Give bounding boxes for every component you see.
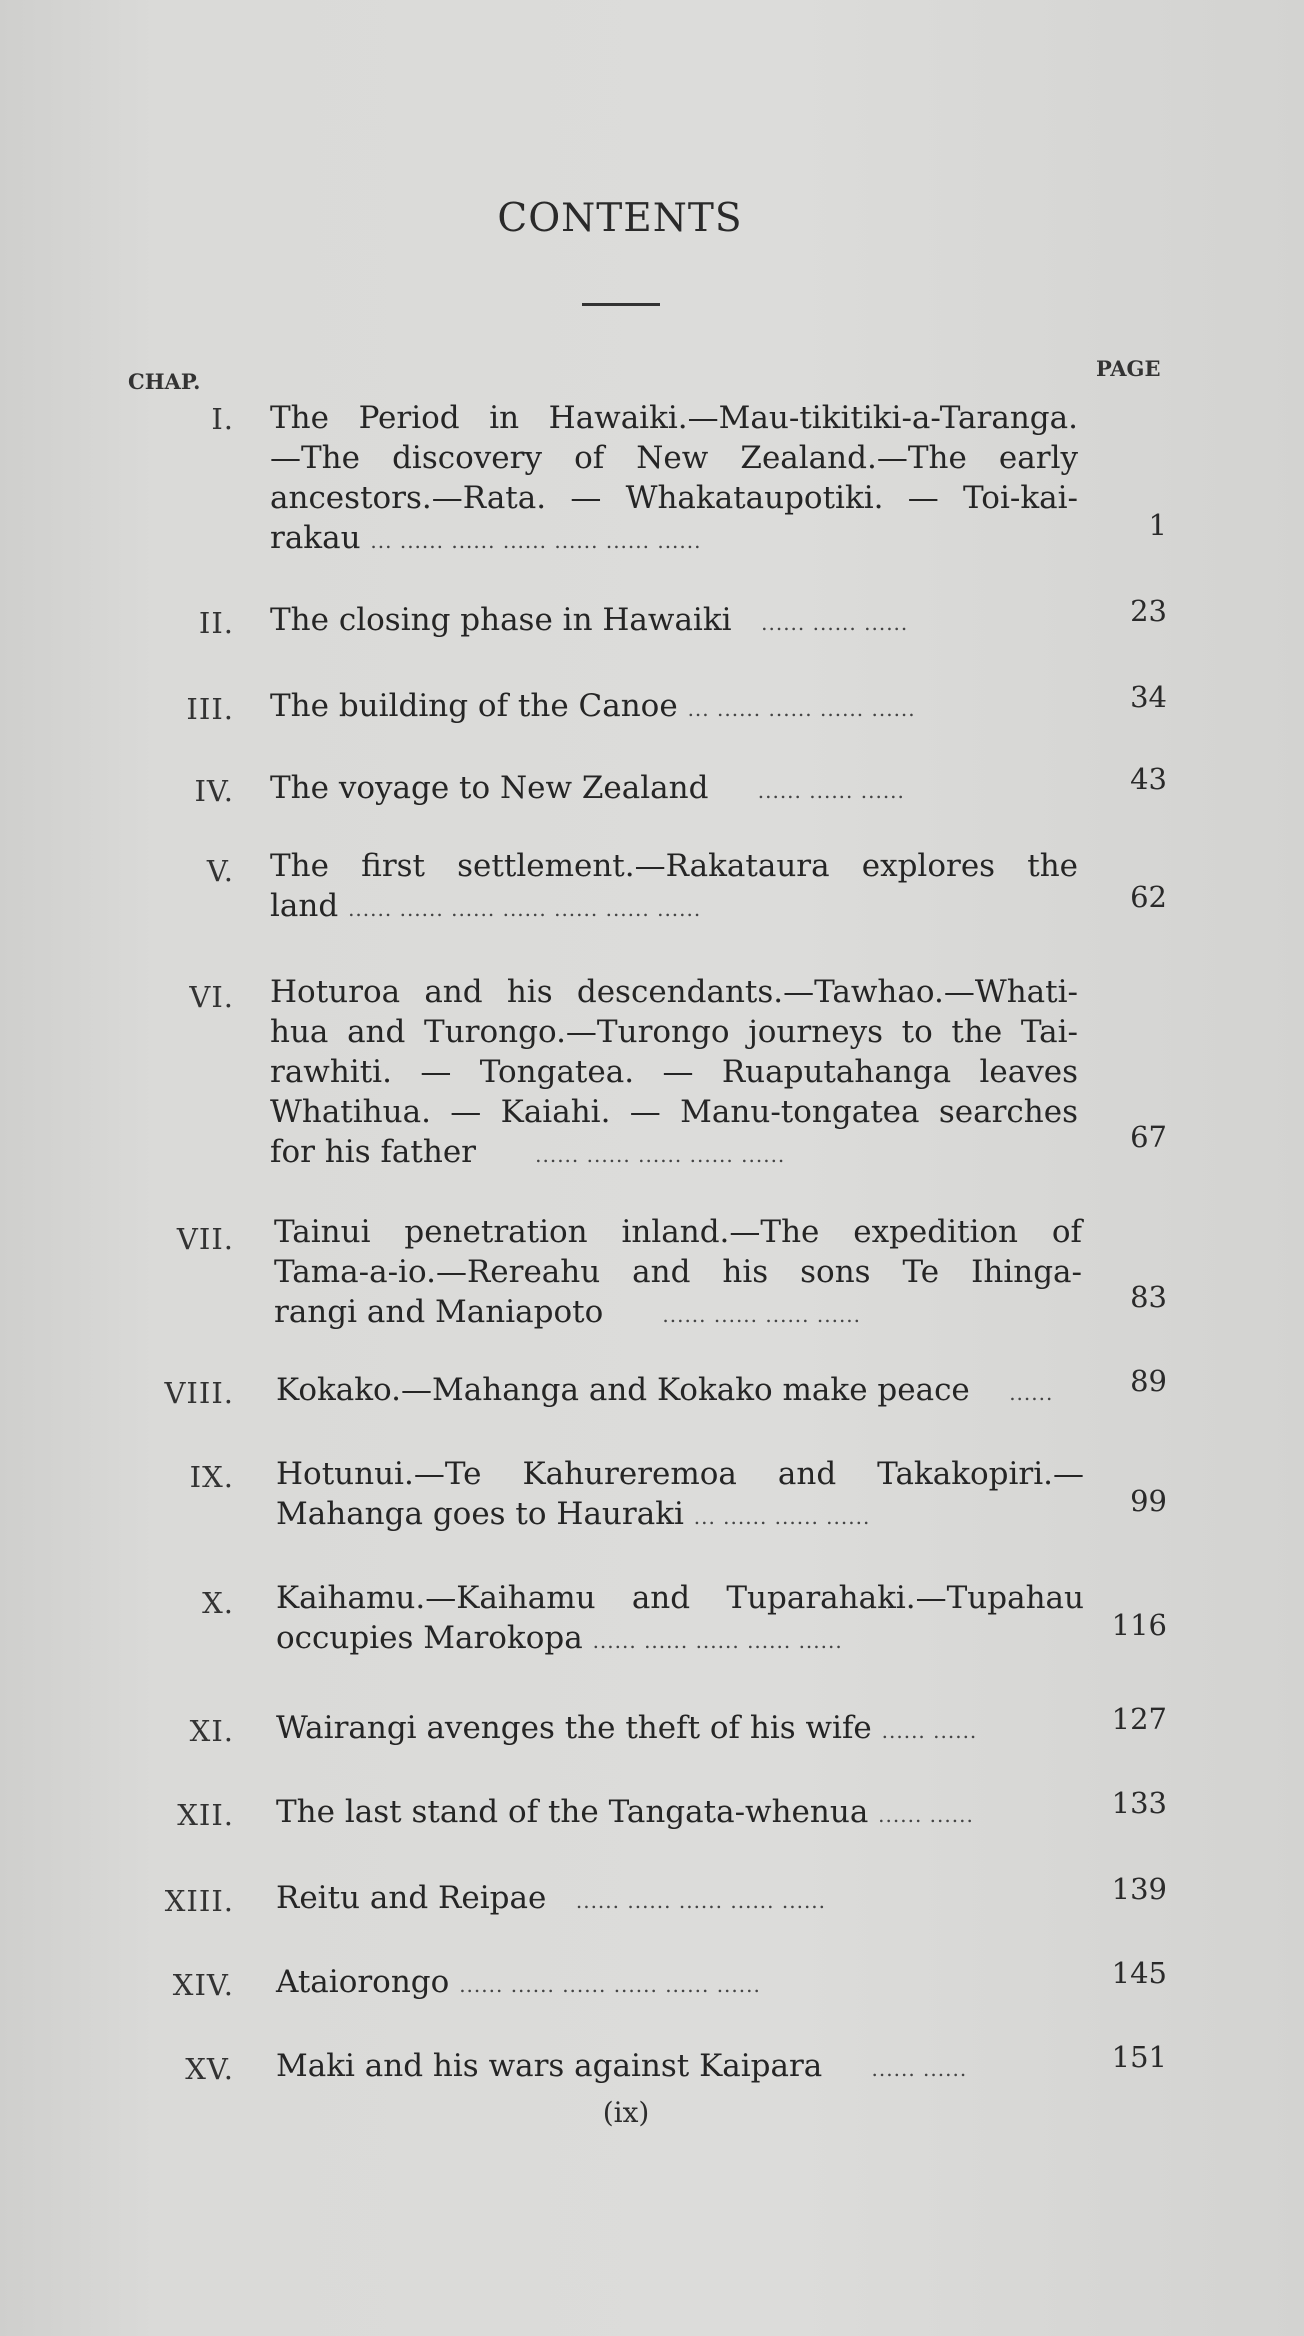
chapter-number: III. [186,692,234,726]
chapter-title: The Period in Hawaiki.—Mau-tikitiki-a-Taranga. —The discovery of New Zealand.—The early ancestors.—Rata. — Whakataupotiki. — Toi-kai- rakau ... ...... ...... ...... ...... ...... ...... [270,400,1078,556]
page-column-label: PAGE [1096,356,1161,381]
page-number: 133 [1111,1786,1167,1820]
chapter-number: I. [211,402,234,436]
dot-leader: ... ...... ...... ...... ...... [687,697,916,721]
dot-leader: ...... [1009,1381,1054,1405]
chapter-number: VI. [189,980,234,1014]
page-number: 43 [1130,762,1167,796]
chapter-title: The last stand of the Tangata-whenua ...... ...... [276,1794,974,1830]
dot-leader: ...... ...... ...... ...... [662,1303,862,1327]
dot-leader: ... ...... ...... ...... ...... ...... ...... [370,529,702,553]
page-number: 83 [1130,1280,1167,1314]
chapter-title: The first settlement.—Rakataura explores the land ...... ...... ...... ...... ...... ...... ...... [270,848,1078,924]
dot-leader: ...... ...... ...... ...... ...... [592,1629,843,1653]
page-number: 99 [1130,1484,1167,1518]
title-rule [582,303,660,306]
page-number: 145 [1111,1956,1167,1990]
chapter-title: The voyage to New Zealand ...... ...... ...... [270,770,905,806]
dot-leader: ...... ...... ...... ...... ...... [535,1143,786,1167]
dot-leader: ... ...... ...... ...... [693,1505,871,1529]
dot-leader: ...... ...... ...... [757,779,905,803]
chapter-number: IX. [189,1460,234,1494]
dot-leader: ...... ...... [871,2057,968,2081]
page-number: 62 [1130,880,1167,914]
chapter-title: The building of the Canoe ... ...... ...... ...... ...... [270,688,916,724]
chapter-title: Wairangi avenges the theft of his wife ...... ...... [276,1710,978,1746]
page-folio: (ix) [602,2096,650,2129]
chapter-number: XV. [185,2052,234,2086]
dot-leader: ...... ...... [881,1719,978,1743]
chapter-title: The closing phase in Hawaiki ...... ...... ...... [270,602,909,638]
chapter-title: Tainui penetration inland.—The expedition of Tama-a-io.—Rereahu and his sons Te Ihinga- rangi and Maniapoto ...... ...... ...... ...... [274,1214,1082,1330]
page-number: 89 [1130,1364,1167,1398]
chapter-title: Kaihamu.—Kaihamu and Tuparahaki.—Tupahau occupies Marokopa ...... ...... ...... ...... ...... [276,1580,1084,1656]
chapter-number: VII. [176,1222,234,1256]
chapter-title: Kokako.—Mahanga and Kokako make peace ...... [276,1372,1054,1408]
page-number: 116 [1111,1608,1167,1642]
dot-leader: ...... ...... ...... ...... ...... [575,1889,827,1913]
page-number: 67 [1130,1120,1167,1154]
chapter-number: XI. [189,1714,234,1748]
chapter-title: Reitu and Reipae ...... ...... ...... ...... ...... [276,1880,827,1916]
dot-leader: ...... ...... ...... [761,611,909,635]
chapter-title: Hoturoa and his descendants.—Tawhao.—Whati- hua and Turongo.—Turongo journeys to the Tai- rawhiti. — Tongatea. — Ruaputahanga leaves Whatihua. — Kaiahi. — Manu-tongatea searches for his father ...... ...... ...... ...... ...... [270,974,1078,1170]
chapter-number: II. [198,606,234,640]
chapter-title: Ataiorongo ...... ...... ...... ...... ...... ...... [276,1964,761,2000]
chapter-number: XIII. [164,1884,234,1918]
page-number: 1 [1148,508,1167,542]
page-title: CONTENTS [497,196,743,241]
dot-leader: ...... ...... ...... ...... ...... ...... ...... [348,897,702,921]
chapter-number: VIII. [164,1376,234,1410]
dot-leader: ...... ...... ...... ...... ...... ...... [459,1973,761,1997]
page-number: 23 [1130,594,1167,628]
page-number: 34 [1130,680,1167,714]
page-number: 139 [1111,1872,1167,1906]
page-number: 127 [1111,1702,1167,1736]
chapter-title: Maki and his wars against Kaipara ...... ...... [276,2048,968,2084]
page-number: 151 [1111,2040,1167,2074]
chapter-number: V. [206,854,234,888]
dot-leader: ...... ...... [878,1803,974,1827]
chapter-number: X. [202,1586,234,1620]
chapter-title: Hotunui.—Te Kahureremoa and Takakopiri.— Mahanga goes to Hauraki ... ...... ...... ...... [276,1456,1084,1532]
chapter-column-label: CHAP. [128,369,201,394]
chapter-number: XIV. [172,1968,234,2002]
chapter-number: XII. [177,1798,234,1832]
chapter-number: IV. [194,774,234,808]
